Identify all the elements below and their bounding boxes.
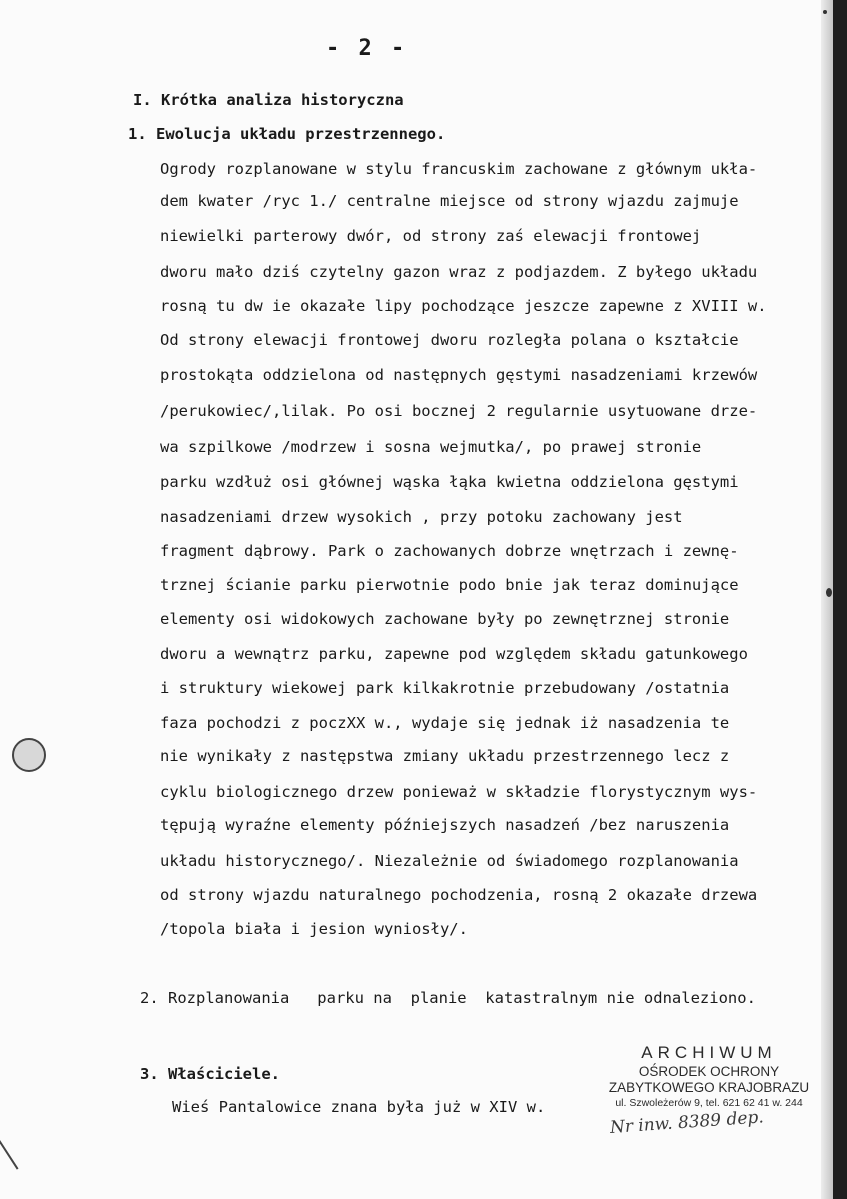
scan-speck	[823, 10, 827, 14]
text-line: dworu mało dziś czytelny gazon wraz z podjazdem. Z byłego układu	[160, 263, 758, 281]
text-line: Od strony elewacji frontowej dworu rozległa polana o kształcie	[160, 331, 739, 349]
text-line: i struktury wiekowej park kilkakrotnie przebudowany /ostatnia	[160, 679, 730, 697]
text-line: od strony wjazdu naturalnego pochodzenia, rosną 2 okazałe drzewa	[160, 886, 758, 904]
subsection-heading: 1. Ewolucja układu przestrzennego.	[128, 125, 446, 143]
text-line: nasadzeniami drzew wysokich , przy potoku zachowany jest	[160, 508, 683, 526]
text-line: rosną tu dw ie okazałe lipy pochodzące jeszcze zapewne z XVIII w.	[160, 297, 767, 315]
text-line: wa szpilkowe /modrzew i sosna wejmutka/, po prawej stronie	[160, 438, 702, 456]
text-line: Ogrody rozplanowane w stylu francuskim zachowane z głównym ukła-	[160, 160, 758, 178]
item-3-heading: 3. Właściciele.	[140, 1065, 280, 1083]
text-line: układu historycznego/. Niezależnie od świadomego rozplanowania	[160, 852, 739, 870]
text-line: /topola biała i jesion wyniosły/.	[160, 920, 468, 938]
corner-mark	[0, 1140, 19, 1170]
text-line: elementy osi widokowych zachowane były po zewnętrznej stronie	[160, 610, 730, 628]
page-number: - 2 -	[326, 36, 408, 61]
item-2-text: 2. Rozplanowania parku na planie katastralnym nie odnaleziono.	[140, 989, 756, 1007]
section-heading: I. Krótka analiza historyczna	[133, 91, 404, 109]
text-line: trznej ścianie parku pierwotnie podo bnie jak teraz dominujące	[160, 576, 739, 594]
text-line: dem kwater /ryc 1./ centralne miejsce od strony wjazdu zajmuje	[160, 192, 739, 210]
scan-speck	[826, 588, 832, 597]
stamp-line-1: OŚRODEK OCHRONY	[638, 1064, 780, 1079]
text-line: prostokąta oddzielona od następnych gęstymi nasadzeniami krzewów	[160, 366, 758, 384]
text-line: /perukowiec/,lilak. Po osi bocznej 2 regularnie usytuowane drze-	[160, 402, 758, 420]
scan-edge-dark	[833, 0, 847, 1199]
stamp-title: ARCHIWUM	[641, 1043, 777, 1062]
text-line: cyklu biologicznego drzew ponieważ w składzie florystycznym wys-	[160, 783, 758, 801]
text-line: fragment dąbrowy. Park o zachowanych dobrze wnętrzach i zewnę-	[160, 542, 739, 560]
punch-hole	[12, 738, 46, 772]
text-line: faza pochodzi z poczXX w., wydaje się jednak iż nasadzenia te	[160, 714, 730, 732]
text-line: parku wzdłuż osi głównej wąska łąka kwietna oddzielona gęstymi	[160, 473, 739, 491]
stamp-line-2: ZABYTKOWEGO KRAJOBRAZU	[608, 1080, 810, 1095]
text-line: dworu a wewnątrz parku, zapewne pod względem składu gatunkowego	[160, 645, 748, 663]
text-line: nie wynikały z następstwa zmiany układu przestrzennego lecz z	[160, 747, 730, 765]
archive-stamp	[600, 1042, 818, 1111]
handwritten-note: Nr inw. 8389 dep.	[609, 1107, 765, 1138]
item-3-text: Wieś Pantalowice znana była już w XIV w.	[172, 1098, 546, 1116]
text-line: niewielki parterowy dwór, od strony zaś elewacji frontowej	[160, 227, 702, 245]
stamp-address: ul. Szwoleżerów 9, tel. 621 62 41 w. 244	[615, 1097, 803, 1109]
text-line: tępują wyraźne elementy późniejszych nasadzeń /bez naruszenia	[160, 816, 730, 834]
